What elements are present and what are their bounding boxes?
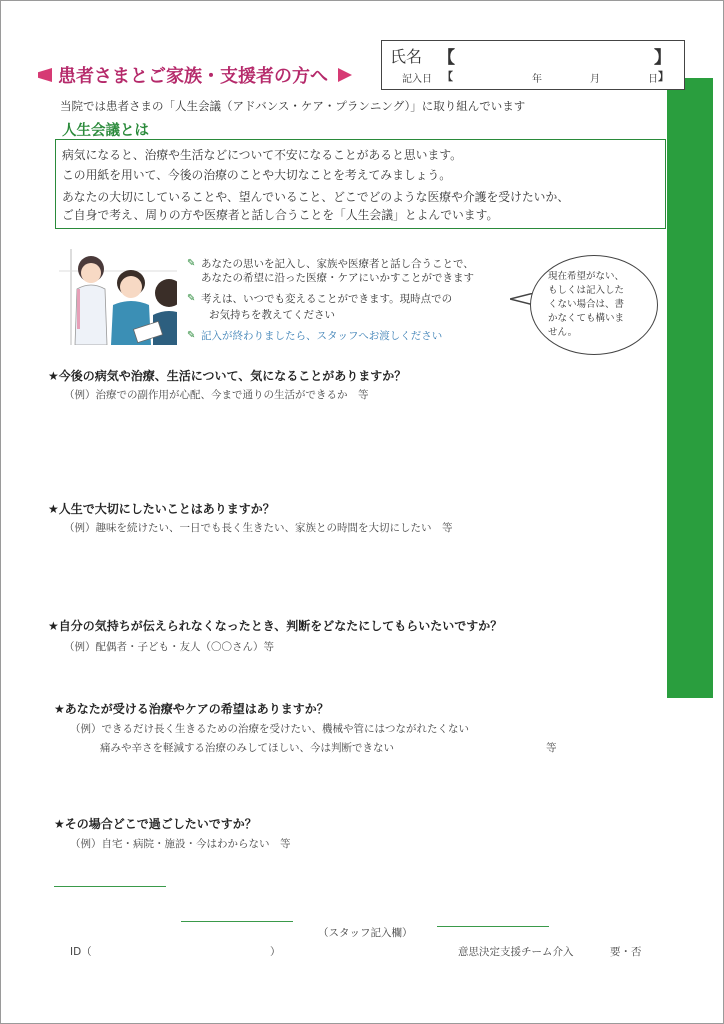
- staff-section-label: （スタッフ記入欄）: [318, 927, 413, 939]
- definition-line: 病気になると、治療や生活などについて不安になることがあると思います。: [62, 148, 462, 162]
- pencil-icon: ✎: [187, 293, 196, 304]
- name-bracket-open: 【: [438, 48, 455, 68]
- definition-line: ご自身で考え、周りの方や医療者と話し合うことを「人生会議」とよんでいます。: [62, 208, 499, 222]
- definition-title: 人生会議とは: [62, 123, 149, 139]
- submit-instruction: 記入が終わりましたら、スタッフへお渡しください: [201, 330, 443, 342]
- name-bracket-close: 】: [654, 48, 671, 68]
- date-year: 年: [532, 74, 542, 85]
- name-date-box: [381, 40, 685, 90]
- note-line: お気持ちを教えてください: [209, 309, 335, 321]
- example-5: （例）自宅・病院・施設・今はわからない 等: [70, 838, 291, 850]
- bubble-line: くない場合は、書: [548, 299, 625, 310]
- note-line: あなたの思いを記入し、家族や医療者と話し合うことで、: [201, 258, 474, 270]
- date-bracket-close: 】: [658, 70, 669, 83]
- example-1: （例）治療での副作用が心配、今まで通りの生活ができるか 等: [64, 389, 369, 401]
- date-bracket-open: 【: [442, 70, 453, 83]
- definition-box: [55, 139, 666, 229]
- example-3: （例）配偶者・子ども・友人（〇〇さん）等: [64, 641, 274, 653]
- pencil-icon: ✎: [187, 258, 196, 269]
- team-label: 意思決定支援チーム介入: [458, 946, 574, 958]
- question-5: ★その場合どこで過ごしたいですか？: [54, 817, 257, 831]
- date-month: 月: [590, 74, 600, 85]
- team-options: 要・否: [610, 946, 642, 958]
- example-4b: 痛みや辛さを軽減する治療のみしてほしい、今は判断できない: [100, 742, 394, 754]
- note-line: あなたの希望に沿った医療・ケアにいかすことができます: [201, 272, 474, 284]
- divider-line: [181, 921, 293, 922]
- divider-line: [54, 886, 166, 887]
- divider-line: [437, 926, 549, 927]
- page-title-text: 患者さまとご家族・支援者の方へ: [58, 66, 328, 87]
- definition-line: この用紙を用いて、今後の治療のことや大切なことを考えてみましょう。: [62, 168, 452, 182]
- date-label: 記入日: [402, 74, 432, 85]
- question-3: ★自分の気持ちが伝えられなくなったとき、判断をどなたにしてもらいたいですか？: [48, 619, 503, 633]
- question-1: ★今後の病気や治療、生活について、気になることがありますか？: [48, 369, 407, 383]
- note-line: 考えは、いつでも変えることができます。現時点での: [201, 293, 453, 305]
- intro-text: 当院では患者さまの「人生会議（アドバンス・ケア・プランニング）」に取り組んでいます: [60, 99, 526, 113]
- people-illustration: [59, 249, 177, 345]
- pencil-icon: ✎: [187, 330, 196, 341]
- id-close: ）: [270, 946, 281, 958]
- bubble-line: せん。: [548, 327, 578, 338]
- example-4-end: 等: [546, 742, 557, 754]
- bubble-line: かなくても構いま: [548, 313, 625, 324]
- question-2: ★人生で大切にしたいことはありますか？: [48, 502, 275, 516]
- date-day: 日: [648, 74, 658, 85]
- id-label: ID（: [70, 946, 92, 958]
- bubble-line: 現在希望がない、: [548, 271, 625, 282]
- example-4a: （例）できるだけ長く生きるための治療を受けたい、機械や管にはつながれたくない: [70, 723, 469, 735]
- question-4: ★あなたが受ける治療やケアの希望はありますか？: [54, 702, 329, 716]
- side-band: [667, 78, 713, 698]
- example-2: （例）趣味を続けたい、一日でも長く生きたい、家族との時間を大切にしたい 等: [64, 522, 453, 534]
- definition-line: あなたの大切にしていることや、望んでいること、どこでどのような医療や介護を受けたいか、: [62, 190, 570, 204]
- name-label: 氏名: [390, 47, 423, 66]
- bubble-line: もしくは記入した: [548, 285, 625, 296]
